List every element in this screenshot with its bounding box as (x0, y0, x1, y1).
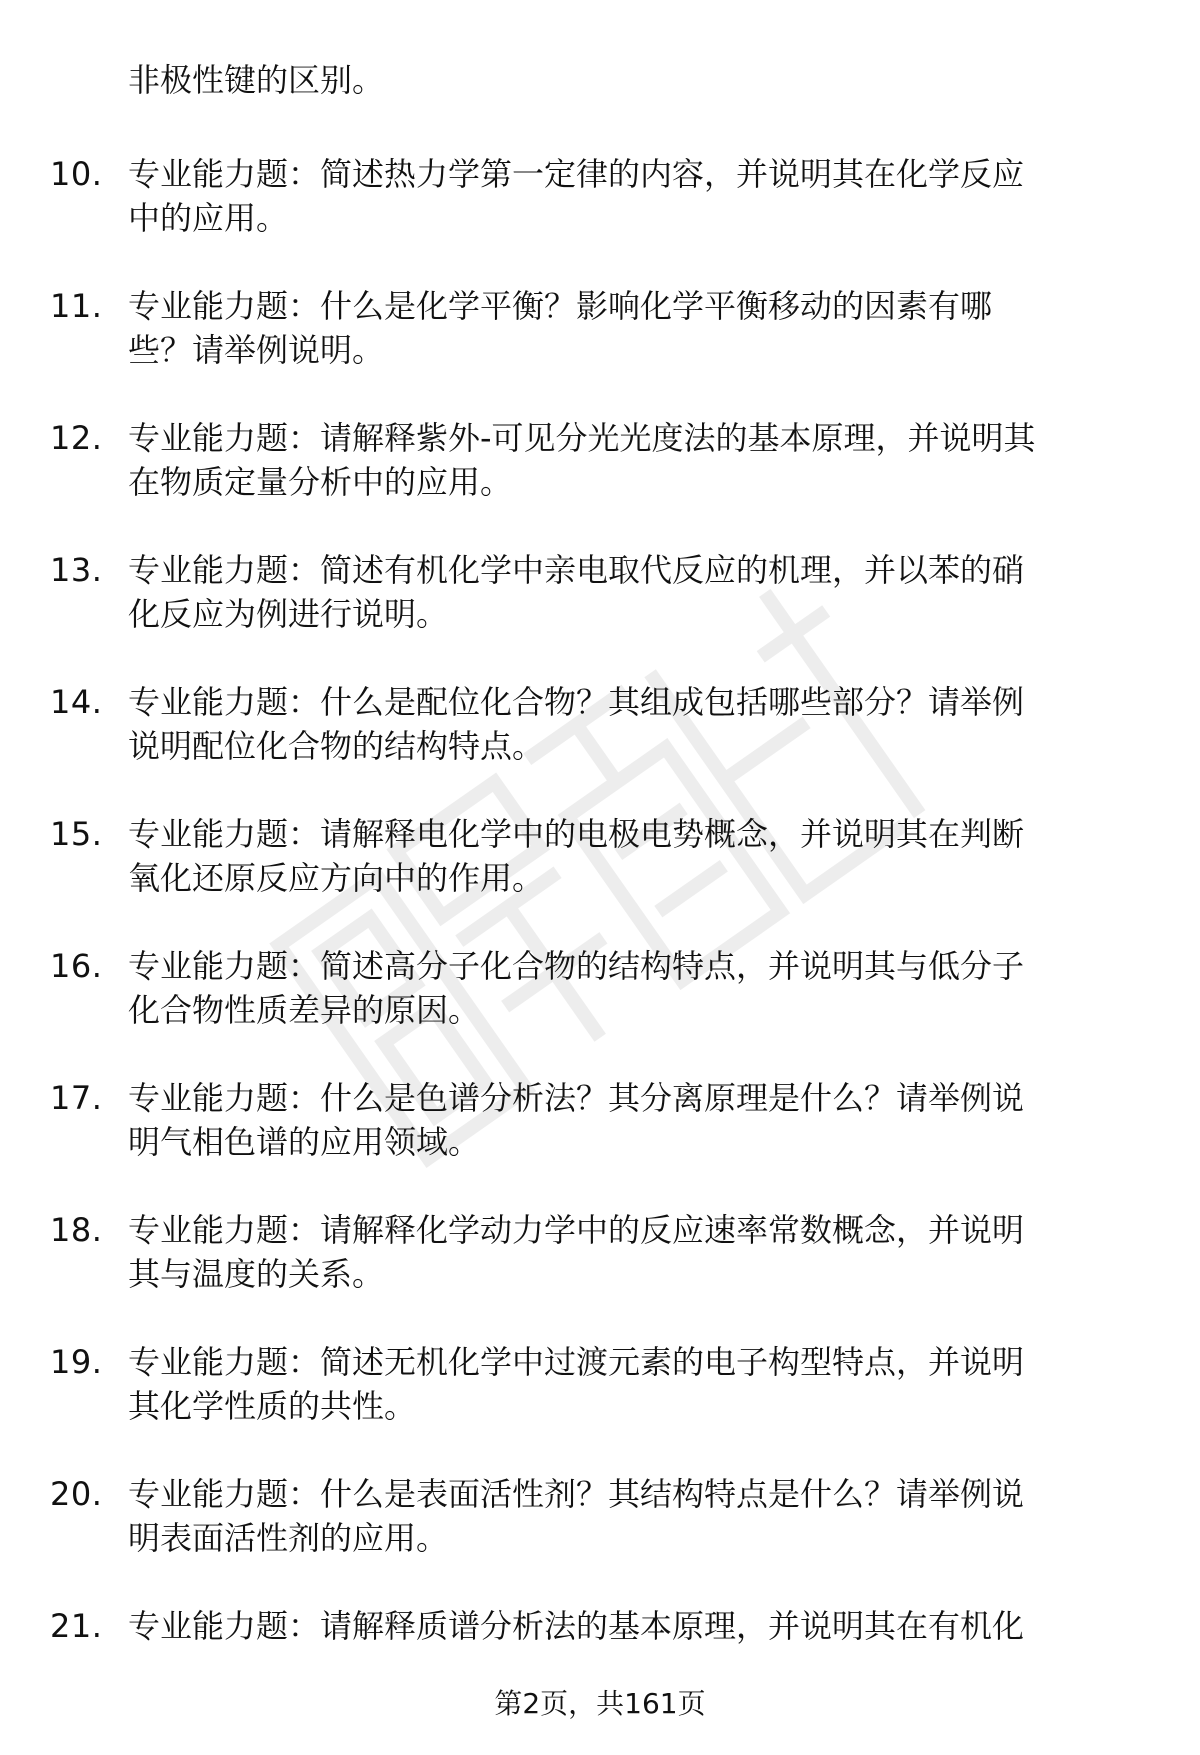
question-text-line: 化反应为例进行说明。 (128, 595, 449, 633)
list-item (0, 1208, 1200, 1340)
list-item (0, 1472, 1200, 1604)
question-text-line: 其化学性质的共性。 (128, 1387, 417, 1425)
question-number: 17. (50, 1079, 103, 1117)
question-number: 11. (50, 287, 103, 325)
question-number: 12. (50, 419, 103, 457)
question-number: 19. (50, 1343, 103, 1381)
page-number-footer: 第2页，共161页 (494, 1687, 706, 1720)
question-text-line: 明表面活性剂的应用。 (128, 1519, 449, 1557)
list-item (0, 1340, 1200, 1472)
question-number: 20. (50, 1475, 103, 1513)
question-text-line: 其与温度的关系。 (128, 1255, 385, 1293)
question-text-line: 中的应用。 (128, 199, 289, 237)
list-item (0, 812, 1200, 944)
question-number: 13. (50, 551, 103, 589)
question-number: 10. (50, 155, 103, 193)
question-text-line: 专业能力题：简述热力学第一定律的内容，并说明其在化学反应 (128, 155, 1025, 193)
question-text-line: 专业能力题：什么是色谱分析法？其分离原理是什么？请举例说 (128, 1079, 1025, 1117)
question-list (0, 58, 1200, 1736)
question-number: 21. (50, 1607, 103, 1645)
question-text-line: 专业能力题：请解释质谱分析法的基本原理，并说明其在有机化 (128, 1607, 1025, 1645)
list-item (0, 1076, 1200, 1208)
question-number: 16. (50, 947, 103, 985)
list-item (0, 284, 1200, 416)
question-text-line: 氧化还原反应方向中的作用。 (128, 859, 545, 897)
question-text-line: 非极性键的区别。 (128, 61, 385, 99)
question-number: 18. (50, 1211, 103, 1249)
list-item (0, 152, 1200, 284)
question-text-line: 专业能力题：简述高分子化合物的结构特点，并说明其与低分子 (128, 947, 1025, 985)
list-item (0, 416, 1200, 548)
question-text-line: 专业能力题：请解释电化学中的电极电势概念，并说明其在判断 (128, 815, 1025, 853)
list-item (0, 58, 1200, 152)
question-text-line: 些？请举例说明。 (128, 331, 385, 369)
question-text-line: 专业能力题：简述有机化学中亲电取代反应的机理，并以苯的硝 (128, 551, 1025, 589)
list-item (0, 680, 1200, 812)
question-text-line: 明气相色谱的应用领域。 (128, 1123, 481, 1161)
question-text-line: 专业能力题：简述无机化学中过渡元素的电子构型特点，并说明 (128, 1343, 1025, 1381)
question-text-line: 专业能力题：请解释紫外-可见分光光度法的基本原理，并说明其 (128, 419, 1036, 457)
question-text-line: 专业能力题：什么是表面活性剂？其结构特点是什么？请举例说 (128, 1475, 1025, 1513)
question-text-line: 说明配位化合物的结构特点。 (128, 727, 545, 765)
question-text-line: 专业能力题：什么是配位化合物？其组成包括哪些部分？请举例 (128, 683, 1025, 721)
question-text-line: 在物质定量分析中的应用。 (128, 463, 513, 501)
list-item (0, 944, 1200, 1076)
question-text-line: 化合物性质差异的原因。 (128, 991, 481, 1029)
question-text-line: 专业能力题：什么是化学平衡？影响化学平衡移动的因素有哪 (128, 287, 993, 325)
question-number: 15. (50, 815, 103, 853)
list-item (0, 548, 1200, 680)
question-number: 14. (50, 683, 103, 721)
question-text-line: 专业能力题：请解释化学动力学中的反应速率常数概念，并说明 (128, 1211, 1025, 1249)
